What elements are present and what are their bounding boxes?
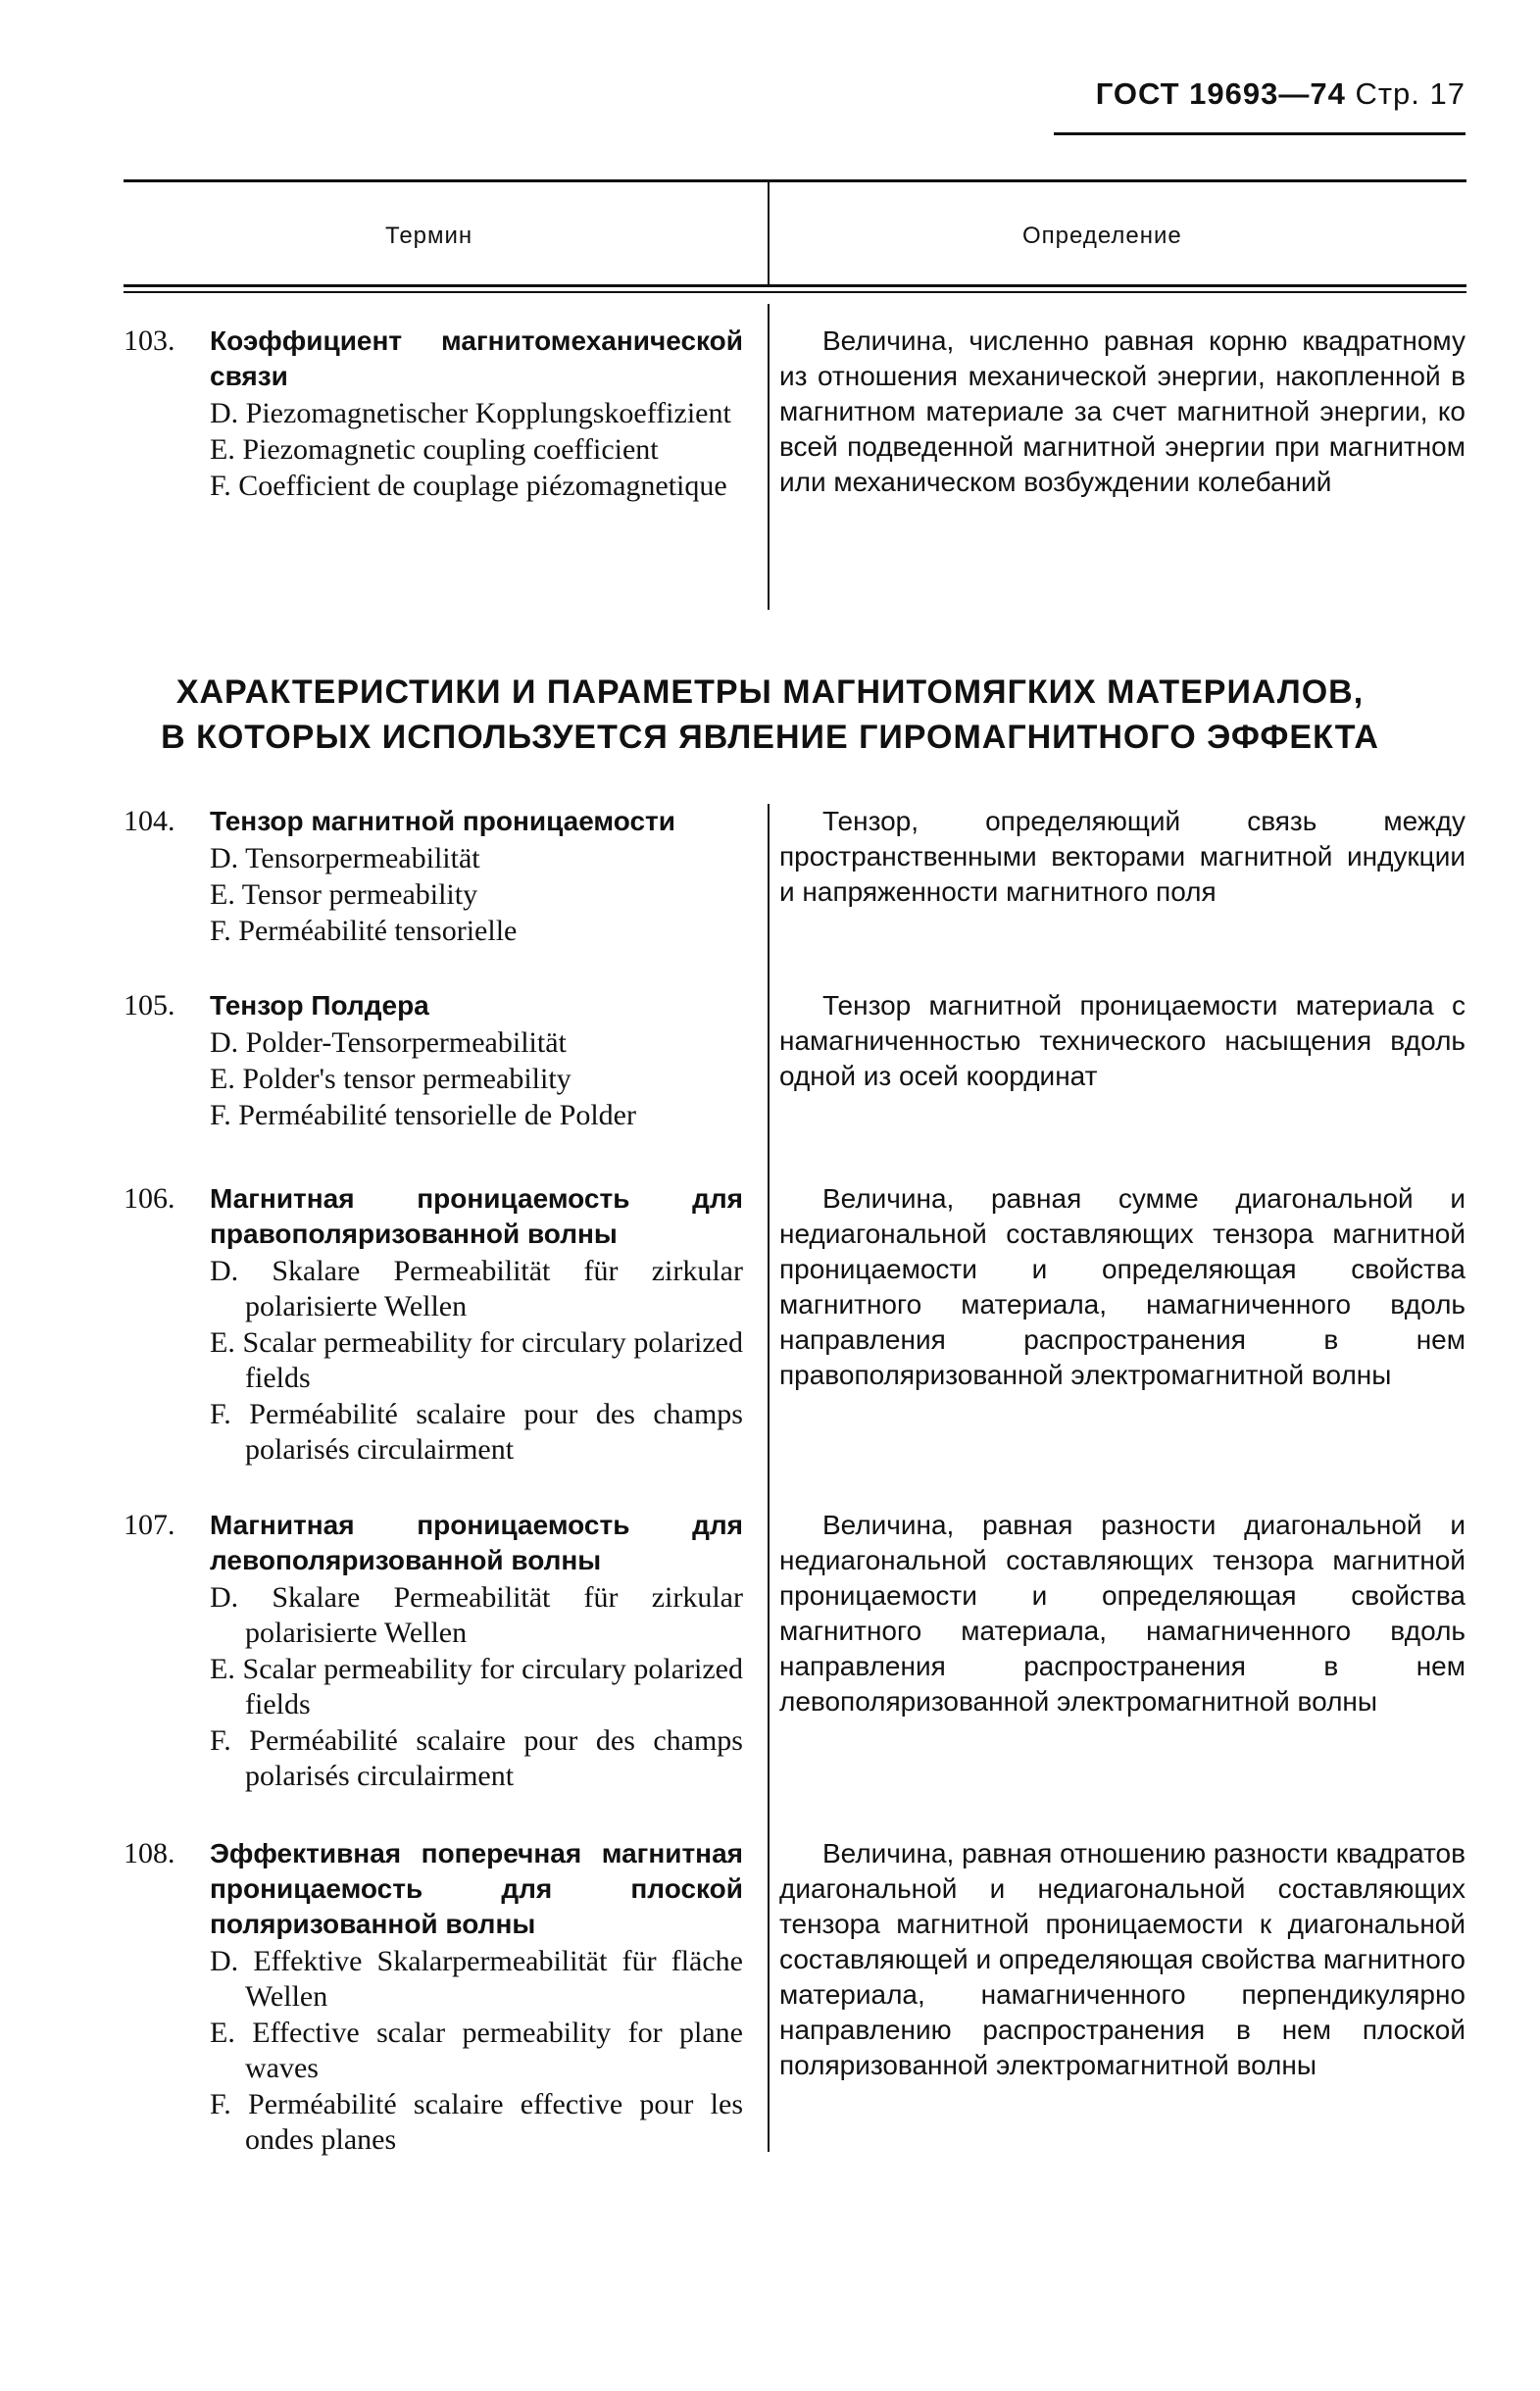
table-header-divider — [768, 179, 770, 287]
entry-number: 104. — [124, 805, 175, 837]
term-title: Магнитная проницаемость для правополяризованной волны — [210, 1183, 743, 1249]
definition-entry-106: Величина, равная сумме диагональной и недиагональной составляющих тензора магнитной проницаемости и определяющая свойства магнитного материала, намагниченного вдоль направления распространения в нем правополяризованной электромагнитной волны — [779, 1183, 1465, 1390]
entry-number: 106. — [124, 1182, 175, 1215]
column-header-definition: Определение — [1022, 223, 1182, 249]
definition-entry-105: Тензор магнитной проницаемости материала с намагниченностью технического насыщения вдоль одной из осей координат — [779, 990, 1465, 1091]
term-english: E. Tensor permeability — [210, 878, 478, 911]
term-english: E. Effective scalar permeability for plane waves — [210, 2017, 743, 2084]
definition-entry-108: Величина, равная отношению разности квадратов диагональной и недиагональной составляющих тензора магнитной проницаемости к диагональной составляющей и определяющая свойства магнитного материала, намагниченного перпендикулярно направлению распространения в нем плоской поляризованной электромагнитной волны — [779, 1838, 1466, 2080]
term-french: F. Perméabilité scalaire pour des champs polarisés circulairment — [210, 1724, 743, 1792]
section-title-line-1: ХАРАКТЕРИСТИКИ И ПАРАМЕТРЫ МАГНИТОМЯГКИХ МАТЕРИАЛОВ, — [175, 673, 1365, 711]
column-header-term: Термин — [385, 223, 473, 249]
section-title — [0, 670, 1540, 760]
table-header-bottom-rule-2 — [124, 291, 1466, 293]
term-french: F. Perméabilité scalaire pour des champs polarisés circulairment — [210, 1398, 743, 1466]
entry-number: 103. — [124, 324, 175, 357]
term-french: F. Perméabilité tensorielle de Polder — [210, 1099, 636, 1131]
entry-number: 105. — [124, 989, 175, 1021]
term-german: D. Skalare Permeabilität für zirkular polarisierte Wellen — [210, 1255, 743, 1322]
definition-entry-104: Тензор, определяющий связь между пространственными векторами магнитной индукции и напряженности магнитного поля — [779, 806, 1465, 907]
term-title: Тензор Полдера — [210, 990, 429, 1021]
column-divider — [768, 304, 770, 610]
definition-entry-103: Величина, численно равная корню квадратному из отношения механической энергии, накопленной в магнитном материале за счет магнитной энергии, ко всей подведенной магнитной энергии при магнитном или механическом возбуждении колебаний — [779, 325, 1465, 497]
term-title: Магнитная проницаемость для левополяризованной волны — [210, 1510, 743, 1575]
section-title-line-2: В КОТОРЫХ ИСПОЛЬЗУЕТСЯ ЯВЛЕНИЕ ГИРОМАГНИТНОГО ЭФФЕКТА — [161, 719, 1379, 756]
term-german: D. Piezomagnetischer Kopplungskoeffizient — [210, 397, 731, 429]
term-title: Эффективная поперечная магнитная проницаемость для плоской поляризованной волны — [210, 1838, 743, 1939]
table-header-top-rule — [124, 179, 1466, 182]
term-german: D. Tensorpermeabilität — [210, 842, 480, 874]
page-header — [1096, 76, 1465, 112]
term-english: E. Scalar permeability for circulary polarized fields — [210, 1326, 743, 1394]
term-french: F. Perméabilité tensorielle — [210, 915, 518, 947]
header-rule — [1054, 132, 1465, 135]
term-title: Тензор магнитной проницаемости — [210, 806, 675, 836]
standard-number: ГОСТ 19693—74 — [1095, 76, 1346, 111]
table-header-bottom-rule — [124, 284, 1466, 287]
term-german: D. Polder-Tensorpermeabilität — [210, 1026, 567, 1059]
entry-number: 108. — [124, 1837, 175, 1869]
definition-entry-107: Величина, равная разности диагональной и недиагональной составляющих тензора магнитной проницаемости и определяющая свойства магнитного материала, намагниченного вдоль направления распространения в нем левополяризованной электромагнитной волны — [779, 1510, 1465, 1717]
term-french: F. Coefficient de couplage piézomagnetique — [210, 470, 727, 502]
term-english: E. Polder's tensor permeability — [210, 1063, 571, 1095]
term-english: E. Scalar permeability for circulary polarized fields — [210, 1653, 743, 1720]
term-german: D. Effektive Skalarpermeabilität für fläche Wellen — [210, 1945, 743, 2013]
entry-number: 107. — [124, 1509, 175, 1541]
term-english: E. Piezomagnetic coupling coefficient — [210, 433, 659, 466]
term-title: Коэффициент магнитомеханической связи — [210, 325, 743, 391]
column-divider — [768, 804, 770, 2152]
term-german: D. Skalare Permeabilität für zirkular polarisierte Wellen — [210, 1581, 743, 1649]
page-label: Стр. 17 — [1355, 76, 1465, 111]
term-french: F. Perméabilité scalaire effective pour les ondes planes — [210, 2088, 743, 2156]
